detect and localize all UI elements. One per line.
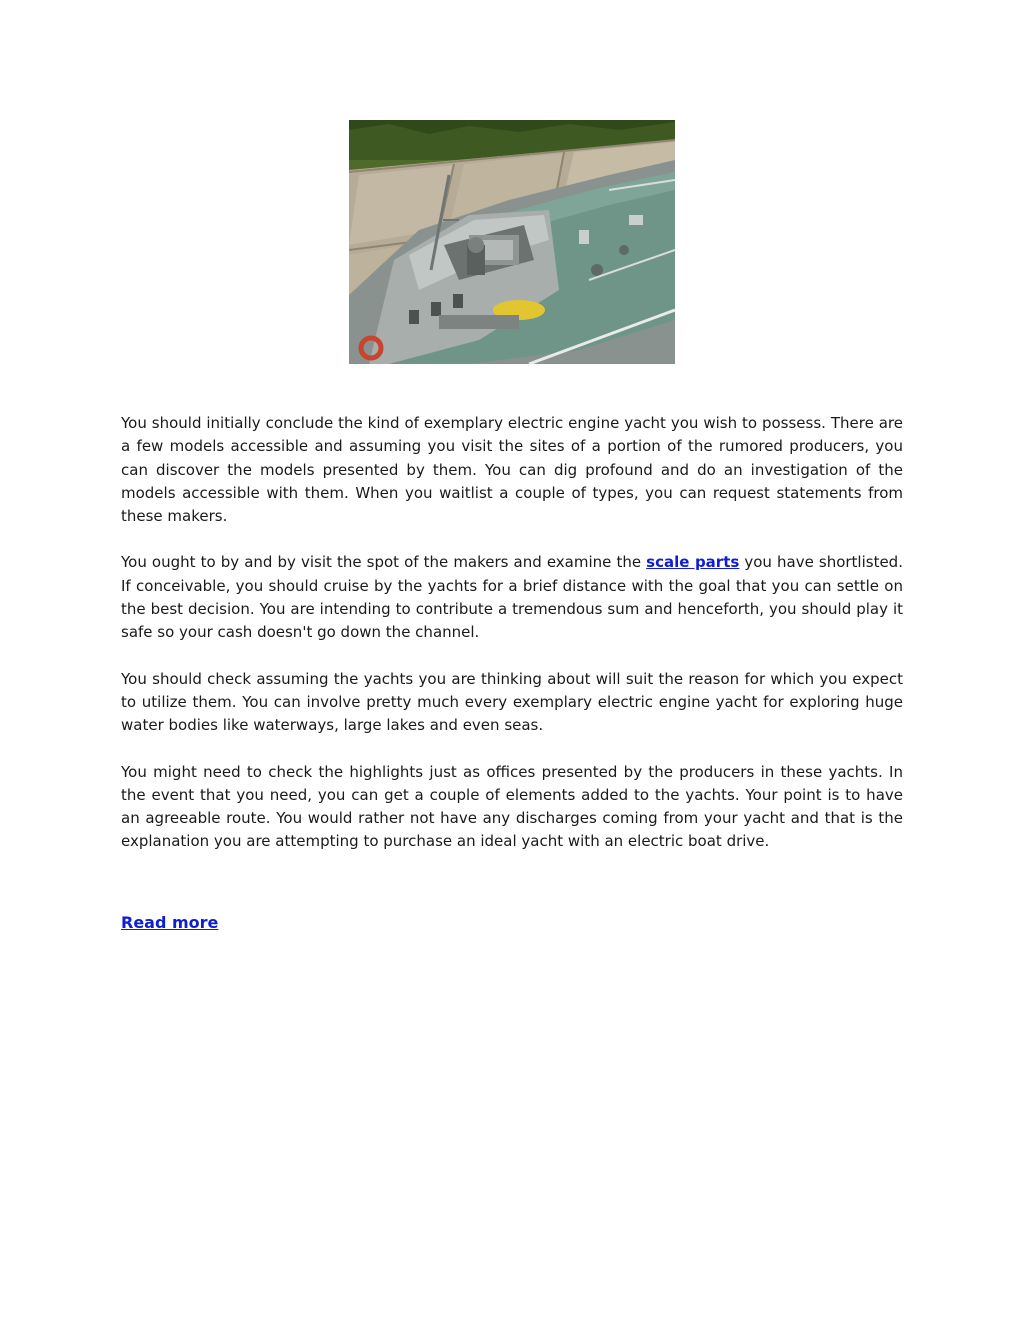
paragraph-4: You might need to check the highlights just as offices presented by the producers in these yachts. In the event that you need, you can get a couple of elements added to the yachts. Your point is to have an agreeable route. You would rather not have any discharges coming from your yacht and that is the explanation you are attempting to purchase an ideal yacht with an electric boat drive.: [121, 762, 903, 851]
scale-parts-link[interactable]: scale parts: [646, 553, 740, 572]
paragraph-2-after: you have shortlisted. If conceivable, you should cruise by the yachts for a brief distance with the goal that you can settle on the best decision. You are intending to contribute a tremendous sum and henceforth, you should play it safe so your cash doesn't go down the channel.: [121, 553, 903, 642]
paragraph-2-before: You ought to by and by visit the spot of the makers and examine the: [121, 553, 647, 572]
article-body: [121, 412, 903, 877]
model-boat-photo: [349, 120, 675, 364]
paragraph-1: You should initially conclude the kind of exemplary electric engine yacht you wish to possess. There are a few models accessible and assuming you visit the sites of a portion of the rumored producers, you can discover the models presented by them. You can dig profound and do an investigation of the models accessible with them. When you waitlist a couple of types, you can request statements from these makers.: [121, 414, 903, 526]
paragraph-2: [121, 551, 903, 644]
paragraph-3: You should check assuming the yachts you are thinking about will suit the reason for which you expect to utilize them. You can involve pretty much every exemplary electric engine yacht for exploring huge water bodies like waterways, large lakes and even seas.: [121, 669, 903, 735]
read-more-link[interactable]: Read more: [121, 913, 219, 932]
